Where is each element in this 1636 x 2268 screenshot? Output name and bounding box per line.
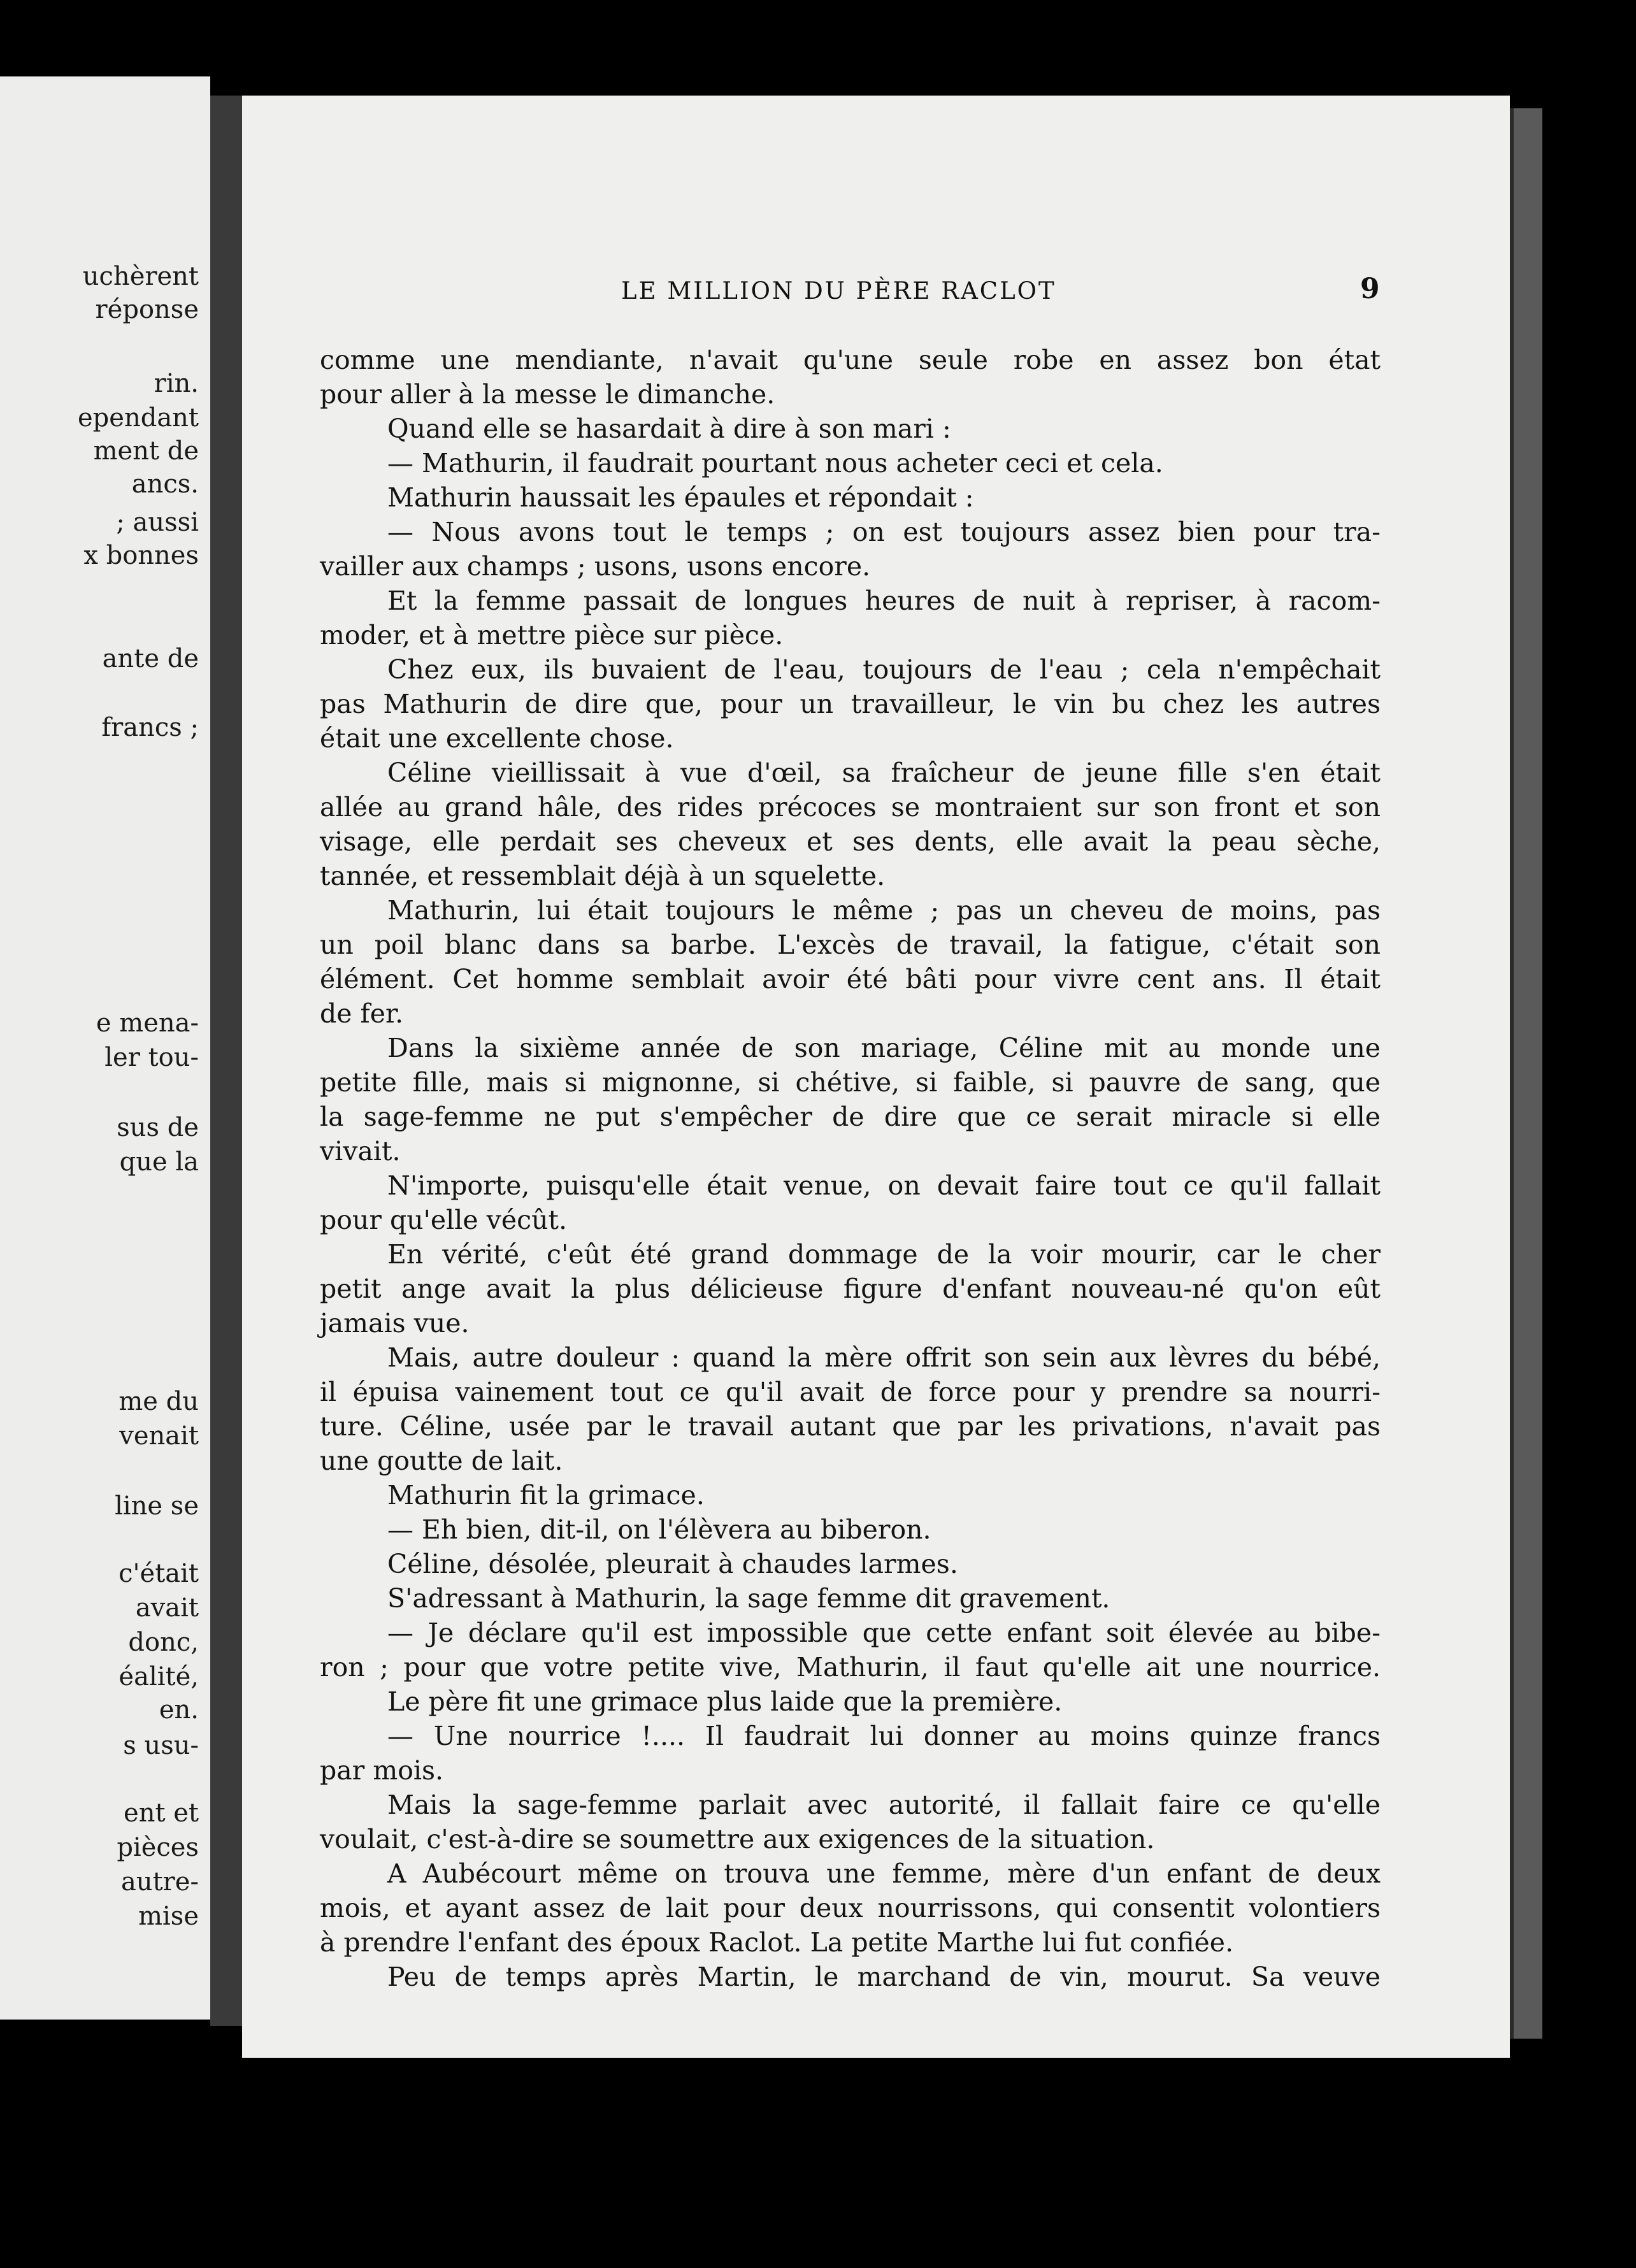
- left-page-line: réponse: [95, 295, 199, 324]
- text-line: ron ; pour que votre petite vive, Mathurin, il faut qu'elle ait une nourrice.: [320, 1652, 1381, 1683]
- text-line: voulait, c'est-à-dire se soumettre aux exigences de la situation.: [320, 1824, 1155, 1855]
- text-line: petite fille, mais si mignonne, si chétive, si faible, si pauvre de sang, que: [320, 1067, 1381, 1098]
- left-page-line: ent et: [124, 1798, 199, 1828]
- page-number: 9: [1360, 273, 1380, 305]
- book-gutter: [210, 96, 242, 2026]
- text-line: à prendre l'enfant des époux Raclot. La petite Marthe lui fut confiée.: [320, 1927, 1234, 1958]
- text-line: En vérité, c'eût été grand dommage de la voir mourir, car le cher: [387, 1239, 1381, 1270]
- text-line: Et la femme passait de longues heures de nuit à repriser, à racom-: [387, 585, 1381, 616]
- body-text: [320, 343, 1381, 1994]
- text-line: pour qu'elle vécût.: [320, 1205, 567, 1235]
- text-line: Mathurin, lui était toujours le même ; pas un cheveu de moins, pas: [387, 895, 1381, 926]
- left-page-text: [0, 76, 210, 2020]
- left-page-line: francs ;: [101, 713, 199, 742]
- left-page-line: ler tou-: [104, 1043, 199, 1072]
- text-line: Chez eux, ils buvaient de l'eau, toujours de l'eau ; cela n'empêchait: [387, 654, 1381, 685]
- text-line: — Eh bien, dit-il, on l'élèvera au biberon.: [387, 1514, 931, 1545]
- text-line: mois, et ayant assez de lait pour deux nourrissons, qui consentit volontiers: [320, 1893, 1381, 1923]
- left-page-line: venait: [119, 1421, 199, 1451]
- text-line: la sage-femme ne put s'empêcher de dire que ce serait miracle si elle: [320, 1102, 1381, 1132]
- text-line: Peu de temps après Martin, le marchand de vin, mourut. Sa veuve: [387, 1962, 1381, 1992]
- text-line: A Aubécourt même on trouva une femme, mère d'un enfant de deux: [387, 1858, 1381, 1889]
- left-page-line: ment de: [93, 436, 199, 466]
- text-line: Céline, désolée, pleurait à chaudes larmes.: [387, 1549, 958, 1579]
- running-title: LE MILLION DU PÈRE RACLOT: [621, 277, 1056, 305]
- text-line: Mais la sage-femme parlait avec autorité, il fallait faire ce qu'elle: [387, 1790, 1381, 1820]
- left-page-line: rin.: [154, 369, 199, 398]
- text-line: jamais vue.: [320, 1308, 470, 1339]
- left-page-line: c'était: [118, 1559, 199, 1588]
- text-line: S'adressant à Mathurin, la sage femme dit gravement.: [387, 1583, 1110, 1614]
- text-line: comme une mendiante, n'avait qu'une seule robe en assez bon état: [320, 345, 1381, 375]
- text-line: petit ange avait la plus délicieuse figure d'enfant nouveau-né qu'on eût: [320, 1274, 1381, 1304]
- text-line: Le père fit une grimace plus laide que la première.: [387, 1686, 1063, 1717]
- left-page-line: éalité,: [118, 1662, 199, 1691]
- text-line: ture. Céline, usée par le travail autant que par les privations, n'avait pas: [320, 1411, 1381, 1442]
- left-page-line: mise: [138, 1902, 199, 1931]
- left-page-line: uchèrent: [82, 262, 199, 291]
- text-line: Mathurin fit la grimace.: [387, 1480, 705, 1511]
- text-line: vivait.: [320, 1136, 401, 1166]
- text-line: était une excellente chose.: [320, 723, 674, 754]
- text-line: Quand elle se hasardait à dire à son mari :: [387, 413, 951, 444]
- left-page-line: en.: [159, 1695, 199, 1725]
- text-line: Dans la sixième année de son mariage, Céline mit au monde une: [387, 1033, 1381, 1063]
- left-page-line: avait: [135, 1593, 199, 1623]
- text-line: allée au grand hâle, des rides précoces se montraient sur son front et son: [320, 792, 1381, 822]
- left-page-line: line se: [115, 1491, 199, 1521]
- text-line: N'importe, puisqu'elle était venue, on devait faire tout ce qu'il fallait: [387, 1170, 1381, 1201]
- text-line: — Une nourrice !.... Il faudrait lui donner au moins quinze francs: [387, 1721, 1381, 1751]
- left-page-line: ancs.: [131, 470, 199, 499]
- left-page-line: sus de: [117, 1113, 199, 1142]
- text-line: de fer.: [320, 998, 404, 1029]
- left-page-line: donc,: [128, 1628, 199, 1657]
- left-page-fragment: [0, 76, 210, 2020]
- text-line: Mathurin haussait les épaules et répondait :: [387, 482, 974, 513]
- text-line: un poil blanc dans sa barbe. L'excès de travail, la fatigue, c'était son: [320, 929, 1381, 960]
- text-line: une goutte de lait.: [320, 1446, 563, 1476]
- text-line: vailler aux champs ; usons, usons encore.: [320, 551, 871, 582]
- running-header: [621, 277, 1386, 309]
- left-page-line: ante de: [102, 644, 199, 673]
- text-line: visage, elle perdait ses cheveux et ses dents, elle avait la peau sèche,: [320, 826, 1381, 857]
- left-page-line: e mena-: [96, 1008, 199, 1038]
- left-page-line: autre-: [121, 1867, 199, 1897]
- text-line: élément. Cet homme semblait avoir été bâti pour vivre cent ans. Il était: [320, 964, 1381, 994]
- text-line: — Nous avons tout le temps ; on est toujours assez bien pour tra-: [387, 517, 1381, 547]
- left-page-line: x bonnes: [83, 541, 199, 570]
- text-line: Céline vieillissait à vue d'œil, sa fraîcheur de jeune fille s'en était: [387, 757, 1381, 788]
- text-line: — Je déclare qu'il est impossible que cette enfant soit élevée au bibe-: [387, 1618, 1381, 1648]
- left-page-line: s usu-: [123, 1731, 199, 1760]
- text-line: il épuisa vainement tout ce qu'il avait de force pour y prendre sa nourri-: [320, 1377, 1381, 1407]
- left-page-line: que la: [119, 1147, 199, 1177]
- text-line: pour aller à la messe le dimanche.: [320, 379, 775, 410]
- text-line: — Mathurin, il faudrait pourtant nous acheter ceci et cela.: [387, 448, 1163, 478]
- text-line: Mais, autre douleur : quand la mère offrit son sein aux lèvres du bébé,: [387, 1342, 1381, 1373]
- left-page-line: ependant: [78, 403, 199, 433]
- left-page-line: pièces: [117, 1833, 199, 1862]
- text-line: pas Mathurin de dire que, pour un travailleur, le vin bu chez les autres: [320, 689, 1381, 719]
- page-edge: [1510, 108, 1542, 2039]
- left-page-line: me du: [118, 1387, 199, 1416]
- text-line: tannée, et ressemblait déjà à un squelette.: [320, 861, 886, 891]
- text-line: moder, et à mettre pièce sur pièce.: [320, 620, 784, 650]
- text-line: par mois.: [320, 1755, 444, 1786]
- left-page-line: ; aussi: [116, 508, 199, 537]
